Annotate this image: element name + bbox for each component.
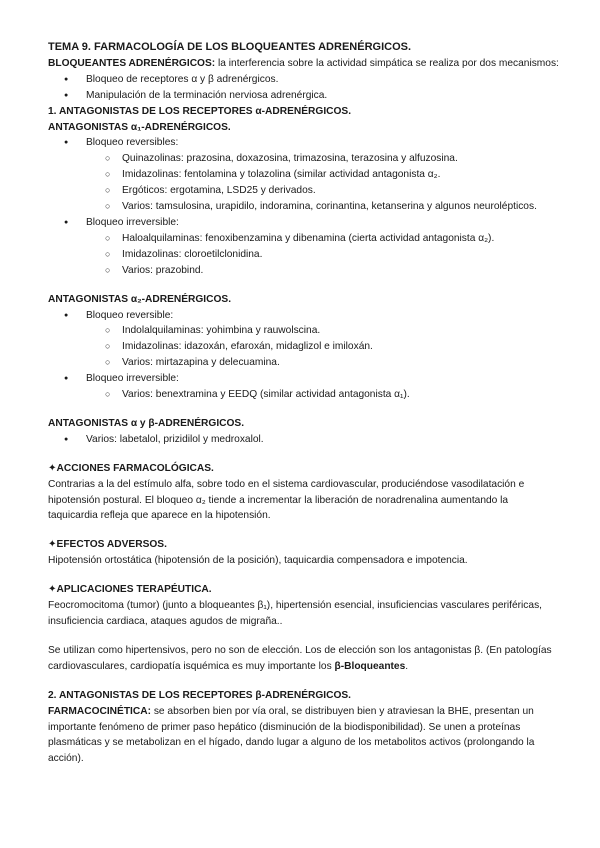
list-item: ○ Indolalquilaminas: yohimbina y rauwolscina. [48,323,560,339]
list-item: ○ Varios: tamsulosina, urapidilo, indoramina, corinantina, ketanserina y algunos neurolépticos. [48,199,560,215]
spacer [48,448,560,461]
acciones-text: Contrarias a la del estímulo alfa, sobre todo en el sistema cardiovascular, produciéndose vasodilatación e hipotensión postural. El bloqueo α₂ tiende a incrementar la liberación de noradrenalina aumentando la taquicardia refleja que aparece en la hipotensión. [48,478,525,522]
list-item: ● Bloqueo reversibles: [48,135,560,151]
section-1-heading: 1. ANTAGONISTAS DE LOS RECEPTORES α-ADRENÉRGICOS. [48,105,352,117]
intro-label: BLOQUEANTES ADRENÉRGICOS: [48,57,216,69]
list-item: ● Manipulación de la terminación nerviosa adrenérgica. [48,88,560,104]
aplicaciones-text: Feocromocitoma (tumor) (junto a bloqueantes β₁), hipertensión esencial, insuficiencias vasculares periféricas, insuficiencia cardiaca, ataques agudos de migraña.. [48,600,542,627]
farmacocinetica-text: se absorben bien por vía oral, se distribuyen bien y atraviesan la BHE, presentan un importante fenómeno de primer paso hepático (disminución de la biodisponibilidad). Se unen a proteínas plasmáticas y se metabolizan en el hígado, dando lugar a alguno de los metabolitos activos (prolongando la acción). [48,705,535,765]
alpha-beta-heading: ANTAGONISTAS α y β-ADRENÉRGICOS. [48,417,245,429]
intro-paragraph [48,56,560,72]
acciones-heading: ✦ACCIONES FARMACOLÓGICAS. [48,462,214,474]
farmacocinetica-paragraph [48,704,560,768]
spacer [48,403,560,416]
aplicaciones-text-2-end: . [405,660,409,672]
list-item: ● Bloqueo reversible: [48,308,560,324]
list-item: ○ Imidazolinas: fentolamina y tolazolina (similar actividad antagonista α₂. [48,167,560,183]
list-item: ○ Varios: benextramina y EEDQ (similar actividad antagonista α₁). [48,387,560,403]
alpha2-list [48,308,560,403]
page-title: TEMA 9. FARMACOLOGÍA DE LOS BLOQUEANTES ADRENÉRGICOS. [48,41,412,53]
alpha1-list [48,135,560,278]
section-2-heading: 2. ANTAGONISTAS DE LOS RECEPTORES β-ADRENÉRGICOS. [48,689,352,701]
efectos-text: Hipotensión ortostática (hipotensión de la posición), taquicardia compensadora e impotencia. [48,555,468,567]
list-item: ○ Imidazolinas: idazoxán, efaroxán, midaglizol e imiloxán. [48,339,560,355]
list-item: ○ Quinazolinas: prazosina, doxazosina, trimazosina, terazosina y alfuzosina. [48,151,560,167]
mechanisms-list [48,72,560,104]
list-item: ● Bloqueo irreversible: [48,215,560,231]
aplicaciones-text-2a: Se utilizan como hipertensivos, pero no son de elección. Los de elección son los antagonistas β. (En patologías cardiovasculares, cardiopatía isquémica es muy importante los [48,644,552,672]
list-item: ● Bloqueo irreversible: [48,371,560,387]
spacer [48,675,560,688]
spacer [48,630,560,643]
list-item: ● Bloqueo de receptores α y β adrenérgicos. [48,72,560,88]
alpha2-heading: ANTAGONISTAS α₂-ADRENÉRGICOS. [48,293,232,305]
list-item: ○ Haloalquilaminas: fenoxibenzamina y dibenamina (cierta actividad antagonista α₂). [48,231,560,247]
efectos-heading: ✦EFECTOS ADVERSOS. [48,539,167,551]
farmacocinetica-label: FARMACOCINÉTICA: [48,705,151,717]
list-item: ○ Varios: prazobind. [48,263,560,279]
spacer [48,569,560,582]
aplicaciones-text-2 [48,643,560,675]
list-item: ○ Varios: mirtazapina y delecuamina. [48,355,560,371]
spacer [48,279,560,292]
spacer [48,524,560,537]
intro-text: la interferencia sobre la actividad simpática se realiza por dos mecanismos: [215,57,559,69]
list-item: ○ Imidazolinas: cloroetilclonidina. [48,247,560,263]
list-item: ○ Ergóticos: ergotamina, LSD25 y derivados. [48,183,560,199]
alpha1-heading: ANTAGONISTAS α₁-ADRENÉRGICOS. [48,121,231,133]
alpha-beta-list [48,432,560,448]
beta-blockers-term: β-Bloqueantes [334,660,406,672]
list-item: ● Varios: labetalol, prizidilol y medroxalol. [48,432,560,448]
aplicaciones-heading: ✦APLICACIONES TERAPÉUTICA. [48,584,212,596]
